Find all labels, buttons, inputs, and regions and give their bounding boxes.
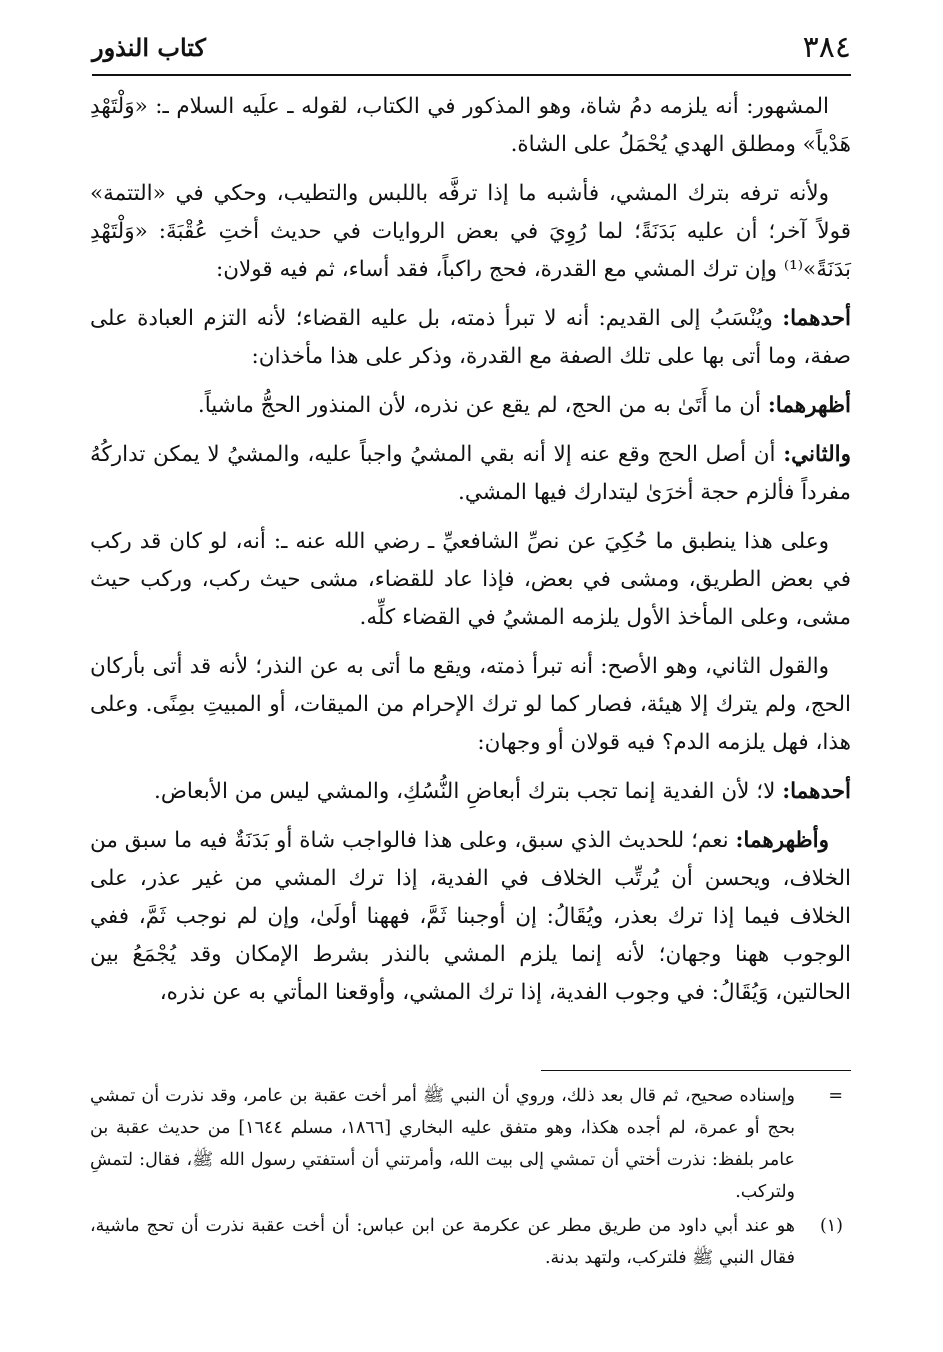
footnote — [90, 1080, 851, 1208]
paragraph-text: ويُنْسَبُ إلى القديم: أنه لا تبرأ ذمته، بل عليه القضاء؛ لأنه التزم العبادة على صفة، وما أتى بها على تلك الصفة مع القدرة، وذكر على هذا مأخذان: — [90, 306, 851, 369]
paragraph-lead: أحدهما: — [782, 306, 851, 331]
paragraph — [90, 523, 851, 637]
footnote — [90, 1210, 851, 1274]
paragraph-text: أن ما أَتَىٰ به من الحج، لم يقع عن نذره، لأن المنذور الحجُّ ماشياً. — [197, 393, 768, 418]
paragraph-text: ولأنه ترفه بترك المشي، فأشبه ما إذا ترفَّه باللبس والتطيب، وحكي في «التتمة» قولاً آخر؛ أن عليه بَدَنَةً؛ لما رُوِيَ في بعض الروايات في حديث أختِ عُقْبَةَ: «وَلْتَهْدِ بَدَنَةً»⁽¹⁾ وإن ترك المشي مع القدرة، فحج راكباً، فقد أساء، ثم فيه قولان: — [90, 181, 851, 282]
footnote-marker: (١) — [819, 1216, 843, 1236]
paragraph-text: أن أصل الحج وقع عنه إلا أنه بقي المشيُ واجباً عليه، والمشيُ لا يمكن تداركُهُ مفرداً فألزم حجة أخرَىٰ ليتدارك فيها المشي. — [90, 442, 851, 505]
paragraph-text: المشهور: أنه يلزمه دمُ شاة، وهو المذكور في الكتاب، لقوله ـ علَيه السلام ـ: «وَلْتَهْدِ هَدْياً» ومطلق الهدي يُحْمَلُ على الشاة. — [90, 94, 851, 157]
main-text — [90, 88, 851, 1023]
footnotes — [90, 1080, 851, 1276]
paragraph-text: والقول الثاني، وهو الأصح: أنه تبرأ ذمته، ويقع ما أتى به عن النذر؛ لأنه قد أتى بأركان الحج، ولم يترك إلا هيئة، فصار كما لو ترك الإحرام من الميقات، أو المبيتِ بمِنًى. وعلى هذا، فهل يلزمه الدم؟ فيه قولان أو وجهان: — [90, 654, 851, 755]
paragraph — [90, 648, 851, 762]
page-number: ٣٨٤ — [802, 30, 851, 65]
footnote-marker: = — [828, 1086, 843, 1106]
paragraph-text: وعلى هذا ينطبق ما حُكِيَ عن نصِّ الشافعيِّ ـ رضي الله عنه ـ: أنه، لو كان قد ركب في بعض الطريق، ومشى في بعض، فإذا عاد للقضاء، مشى حيث ركب، وركب حيث مشى، وعلى المأخذ الأول يلزمه المشيُ في القضاء كلِّه. — [90, 529, 851, 630]
paragraph-lead: أحدهما: — [782, 779, 851, 804]
paragraph — [90, 436, 851, 512]
paragraph — [90, 88, 851, 164]
paragraph-lead: أظهرهما: — [767, 393, 851, 418]
paragraph — [90, 387, 851, 425]
paragraph — [90, 773, 851, 811]
paragraph-lead: والثاني: — [783, 442, 851, 467]
book-title: كتاب النذور — [92, 33, 206, 62]
paragraph — [90, 300, 851, 376]
paragraph-lead: وأظهرهما: — [735, 828, 829, 853]
paragraph — [90, 822, 851, 1012]
running-header — [92, 20, 851, 76]
footnote-divider — [541, 1070, 851, 1071]
paragraph-text: نعم؛ للحديث الذي سبق، وعلى هذا فالواجب شاة أو بَدَنَةٌ فيه ما سبق من الخلاف، ويحسن أن يُرتِّب الخلاف في الفدية، إذا ترك المشي من غير عذر، على الخلاف فيما إذا ترك بعذر، ويُقَالُ: إن أوجبنا ثَمَّ، فههنا أولَىٰ، وإن لم نوجب ثَمَّ، ففي الوجوب ههنا وجهان؛ لأنه إنما يلزم المشي بالنذر بشرط الإمكان وقد يُجْمَعُ بين الحالتين، وَيُقَالُ: في وجوب الفدية، إذا ترك المشي، وأوقعنا المأتي به عن نذره، — [90, 828, 851, 1005]
paragraph-text: لا؛ لأن الفدية إنما تجب بترك أبعاضِ النُّسُكِ، والمشي ليس من الأبعاض. — [154, 779, 783, 804]
footnote-text: هو عند أبي داود من طريق مطر عن عكرمة عن ابن عباس: أن أخت عقبة نذرت أن تحج ماشية، فقال النبي ﷺ فلتركب، ولتهد بدنة. — [90, 1216, 795, 1268]
footnote-text: وإسناده صحيح، ثم قال بعد ذلك، وروي أن النبي ﷺ أمر أخت عقبة بن عامر، وقد نذرت أن تمشي بحج أو عمرة، لم أجده هكذا، وهو متفق عليه البخاري [١٨٦٦، مسلم ١٦٤٤] من حديث عقبة بن عامر بلفظ: نذرت أختي أن تمشي إلى بيت الله، وأمرتني أن أستفتي رسول الله ﷺ، فقال: لتمشِ ولتركب. — [90, 1086, 795, 1202]
paragraph — [90, 175, 851, 289]
